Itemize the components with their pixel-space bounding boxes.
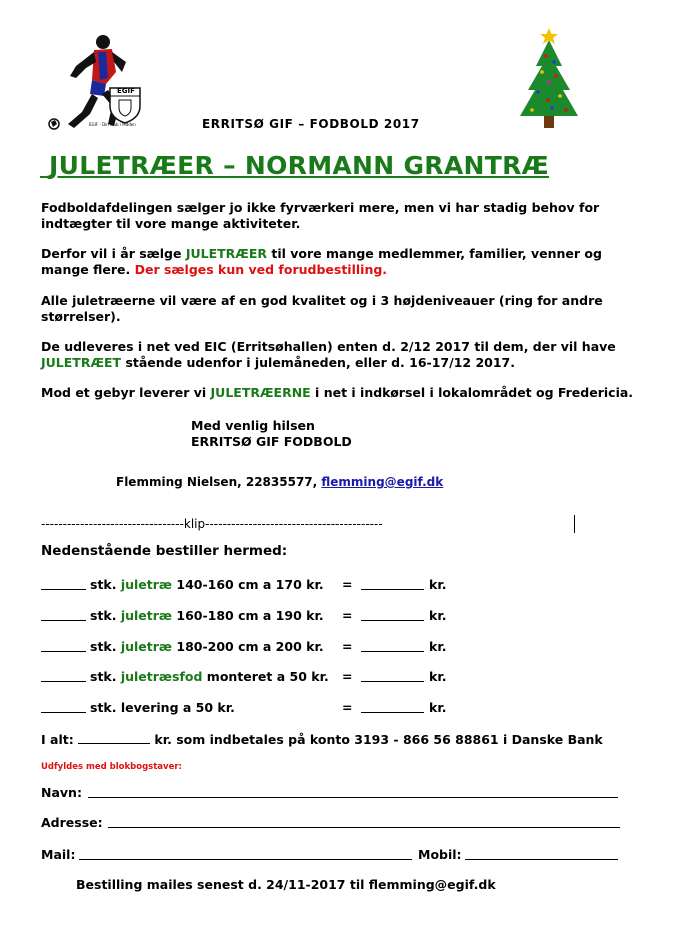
order-item-prefix: stk. — [90, 577, 121, 592]
contact-text: Flemming Nielsen, 22835577, — [116, 475, 322, 489]
cut-line: ---------------------------------klip----------------------------------------- — [41, 517, 383, 531]
address-field[interactable] — [108, 827, 620, 828]
mobile-field[interactable] — [465, 859, 618, 860]
order-heading: Nedenstående bestiller hermed: — [41, 543, 288, 559]
quantity-field[interactable] — [41, 651, 86, 652]
christmas-tree-icon — [516, 26, 582, 130]
total-label: I alt: — [41, 732, 74, 747]
order-item-price: 140-160 cm a 170 kr. — [172, 577, 324, 592]
total-line — [41, 731, 603, 748]
amount-field[interactable] — [361, 712, 424, 713]
order-item-label — [90, 608, 324, 624]
order-item-product: juletræ — [120, 577, 173, 592]
footer-note: Bestilling mailes senest d. 24/11-2017 til flemming@egif.dk — [76, 877, 496, 892]
mail-label: Mail: — [41, 847, 76, 862]
title-text: JULETRÆER – NORMANN GRANTRÆ — [49, 151, 550, 180]
total-text: kr. som indbetales på konto 3193 - 866 56 88861 i Danske Bank — [154, 732, 603, 747]
order-item-prefix: stk. — [90, 639, 121, 654]
order-item-label — [90, 700, 235, 716]
mail-field[interactable] — [79, 859, 412, 860]
quantity-field[interactable] — [41, 589, 86, 590]
club-header: ERRITSØ GIF – FODBOLD 2017 — [202, 117, 420, 131]
address-label: Adresse: — [41, 815, 103, 830]
offer-text-c: til vore mange medlemmer, familier, venner og — [267, 246, 602, 261]
equals-sign: = — [342, 700, 353, 715]
name-field[interactable] — [88, 797, 618, 798]
order-item-price: 180-200 cm a 200 kr. — [172, 639, 324, 654]
quality-paragraph: Alle juletræerne vil være af en god kvalitet og i 3 højdeniveauer (ring for andre størrelser). — [41, 293, 603, 324]
greeting — [191, 418, 352, 450]
fee-text-c: i net i indkørsel i lokalområdet og Fredericia. — [310, 385, 634, 400]
quantity-field[interactable] — [41, 620, 86, 621]
contact-email-link[interactable]: flemming@egif.dk — [321, 475, 444, 489]
offer-text-a: Derfor vil i år sælge — [41, 246, 186, 261]
crest-caption: EGIF - Din klub i Mdden — [89, 122, 136, 127]
delivery-highlight: JULETRÆET — [41, 355, 122, 370]
order-item-prefix: stk. — [90, 608, 121, 623]
order-item-label — [90, 669, 329, 685]
currency-unit: kr. — [429, 700, 447, 715]
fee-highlight: JULETRÆERNE — [210, 385, 311, 400]
intro-paragraph: Fodboldafdelingen sælger jo ikke fyrværkeri mere, men vi har stadig behov for indtægter til vore mange aktiviteter. — [41, 200, 600, 231]
order-item-product: juletræ — [120, 639, 173, 654]
order-item-product: juletræsfod — [120, 669, 203, 684]
total-amount-field[interactable] — [78, 731, 150, 744]
currency-unit: kr. — [429, 608, 447, 623]
order-item-label — [90, 639, 324, 655]
mobile-label: Mobil: — [418, 847, 462, 862]
club-crest-logo — [108, 86, 142, 124]
contact-line — [116, 475, 443, 489]
equals-sign: = — [342, 669, 353, 684]
offer-paragraph — [41, 246, 602, 278]
currency-unit: kr. — [429, 669, 447, 684]
delivery-text-c: stående udenfor i julemåneden, eller d. 16-17/12 2017. — [121, 355, 515, 370]
page-title — [40, 151, 549, 180]
order-item-product: juletræ — [120, 608, 173, 623]
preorder-note: Der sælges kun ved forudbestilling. — [134, 262, 388, 277]
amount-field[interactable] — [361, 651, 424, 652]
order-item-label — [90, 577, 324, 593]
equals-sign: = — [342, 577, 353, 592]
greeting-line-1: Med venlig hilsen — [191, 418, 315, 433]
equals-sign: = — [342, 639, 353, 654]
cursor-bar — [574, 515, 575, 533]
delivery-text-a: De udleveres i net ved EIC (Erritsøhallen) enten d. 2/12 2017 til dem, der vil have — [41, 339, 616, 354]
quantity-field[interactable] — [41, 681, 86, 682]
currency-unit: kr. — [429, 577, 447, 592]
crest-text: EGIF — [117, 87, 135, 95]
offer-text-d: mange flere. — [41, 262, 135, 277]
amount-field[interactable] — [361, 681, 424, 682]
fee-paragraph — [41, 385, 633, 401]
order-item-price: monteret a 50 kr. — [202, 669, 329, 684]
quantity-field[interactable] — [41, 712, 86, 713]
amount-field[interactable] — [361, 620, 424, 621]
fill-note: Udfyldes med blokbogstaver: — [41, 762, 182, 772]
order-item-prefix: stk. — [90, 669, 121, 684]
name-label: Navn: — [41, 785, 82, 800]
greeting-line-2: ERRITSØ GIF FODBOLD — [191, 434, 352, 449]
order-item-prefix: stk. levering a 50 kr. — [90, 700, 235, 715]
offer-highlight: JULETRÆER — [185, 246, 268, 261]
amount-field[interactable] — [361, 589, 424, 590]
equals-sign: = — [342, 608, 353, 623]
fee-text-a: Mod et gebyr leverer vi — [41, 385, 211, 400]
order-item-price: 160-180 cm a 190 kr. — [172, 608, 324, 623]
delivery-paragraph — [41, 339, 616, 371]
currency-unit: kr. — [429, 639, 447, 654]
